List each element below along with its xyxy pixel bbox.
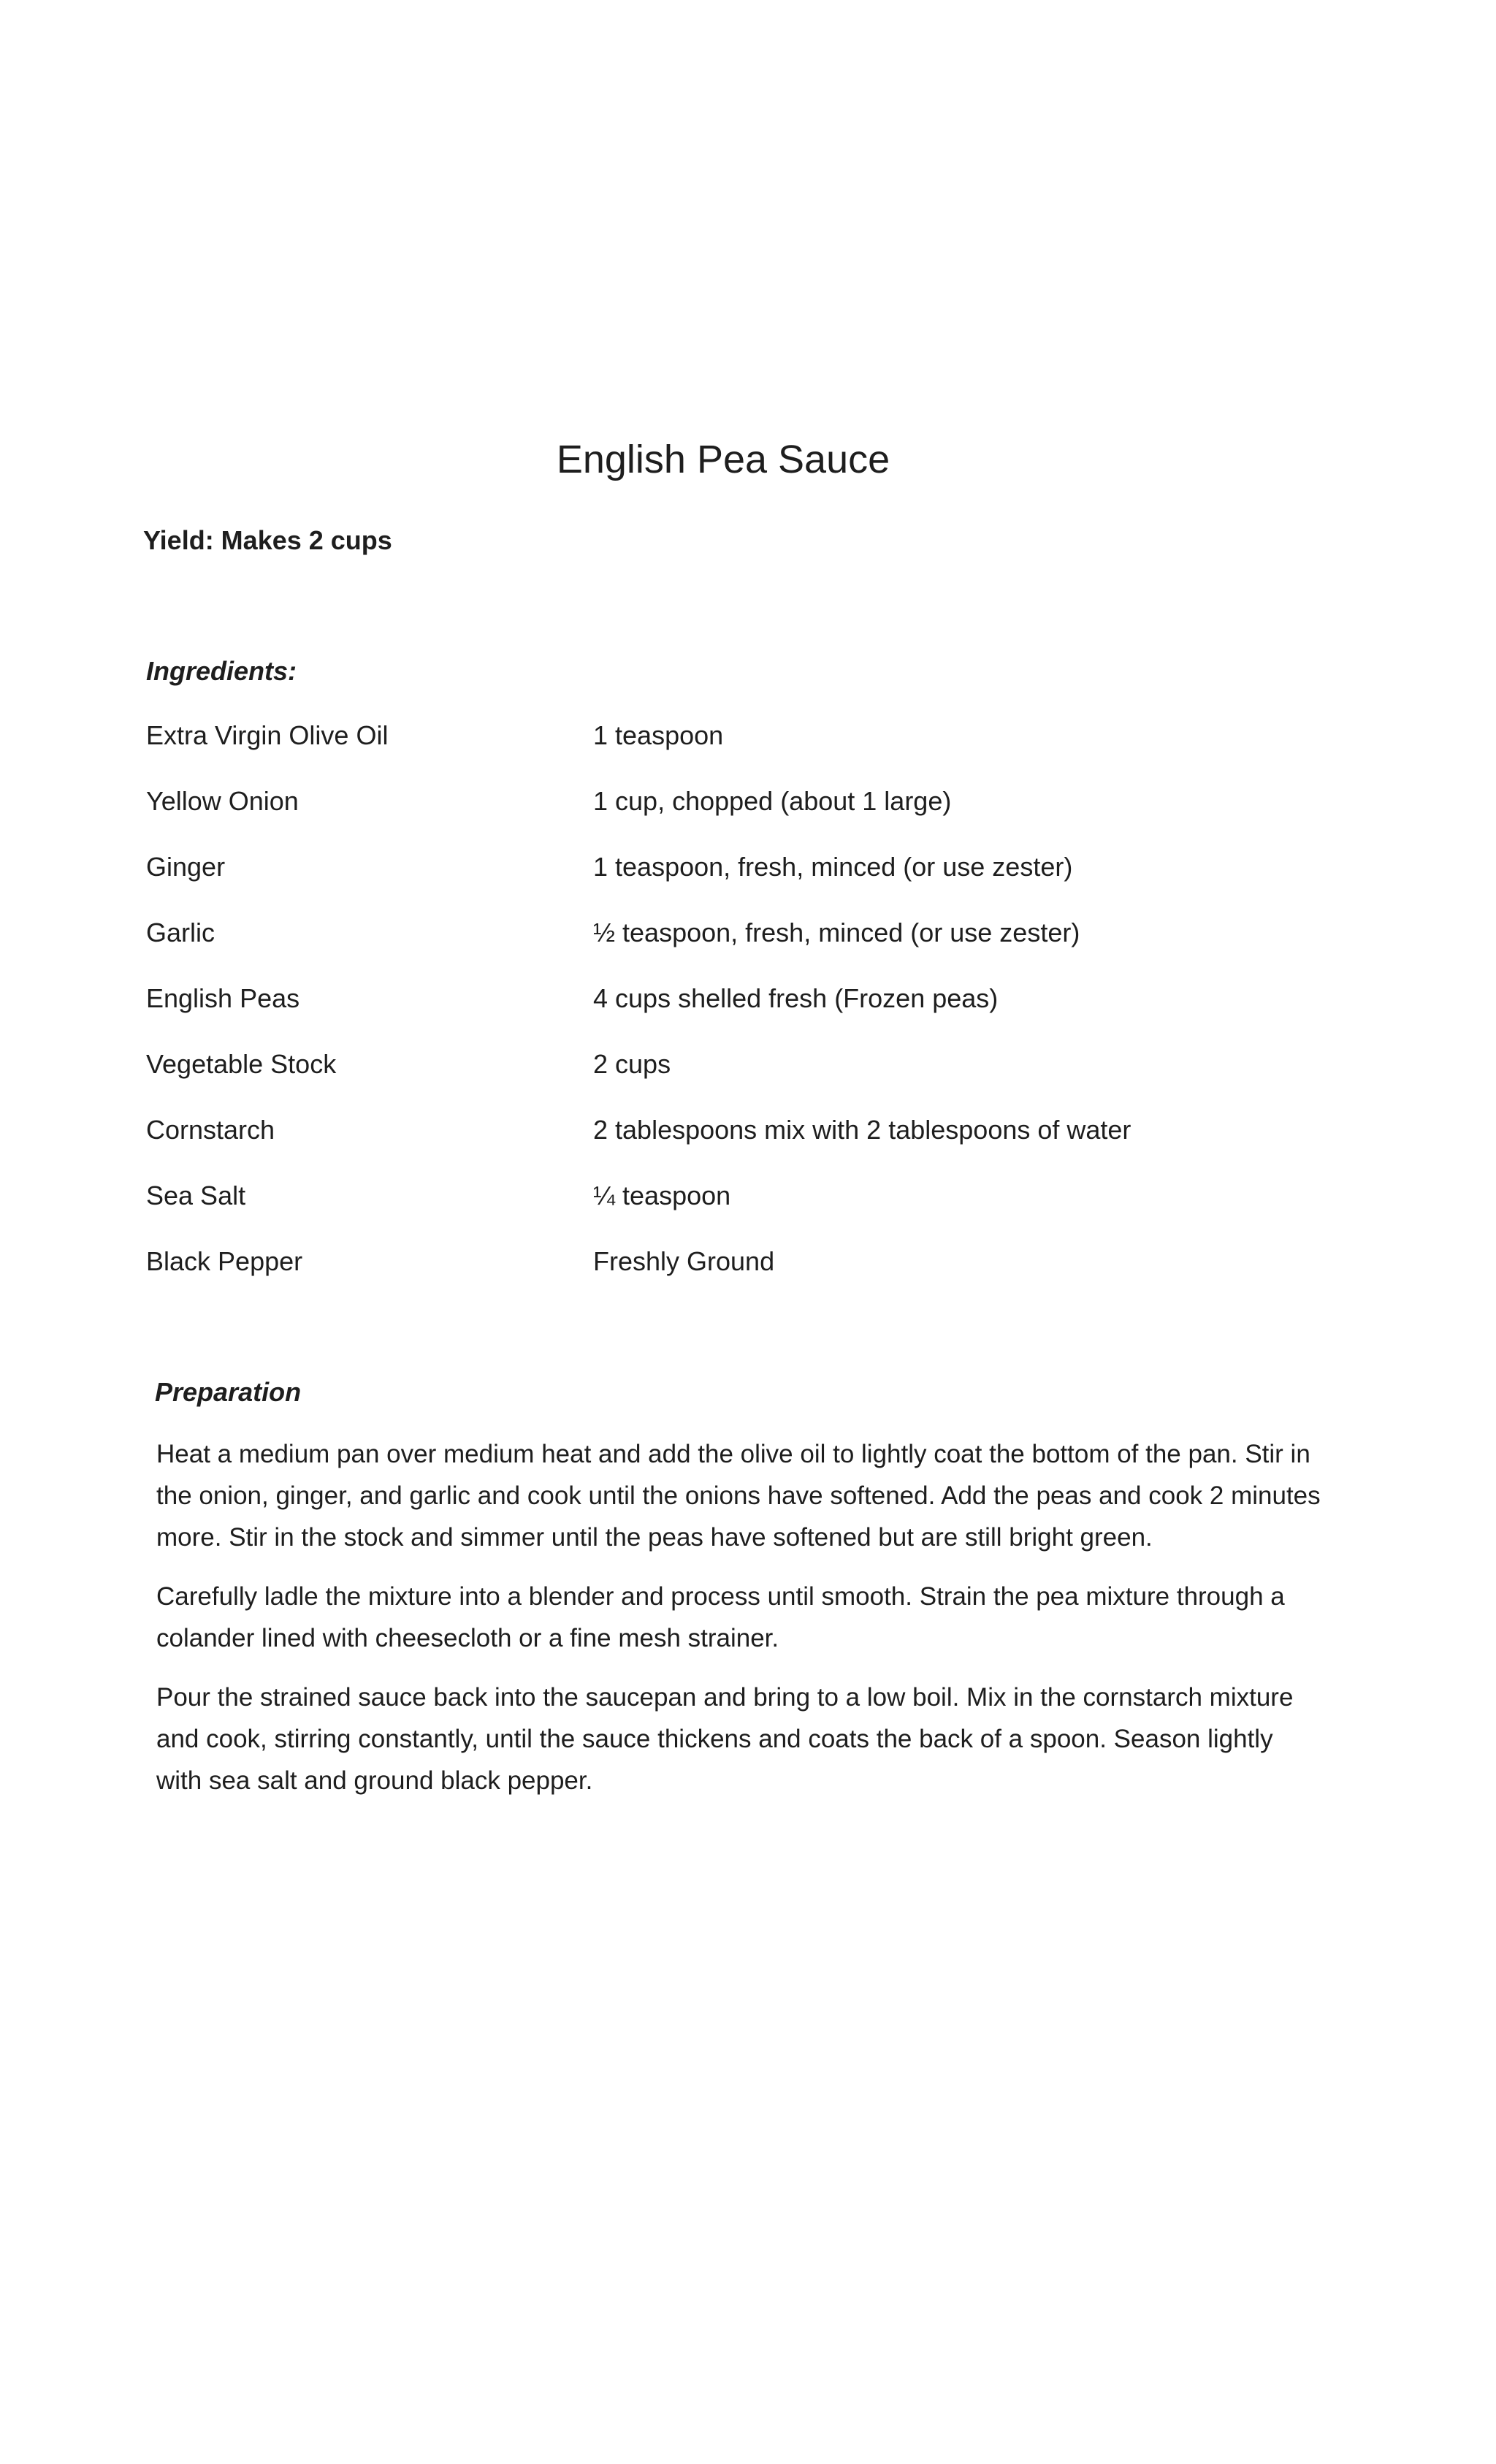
ingredient-name: Vegetable Stock — [146, 1049, 337, 1079]
ingredient-amount: 4 cups shelled fresh (Frozen peas) — [593, 983, 999, 1013]
ingredient-name: Ginger — [146, 852, 226, 882]
preparation-steps — [156, 1433, 1325, 1819]
ingredient-amount: ½ teaspoon, fresh, minced (or use zester) — [593, 918, 1080, 947]
ingredient-row — [146, 785, 1388, 851]
ingredient-name: Extra Virgin Olive Oil — [146, 720, 389, 750]
ingredient-name: Garlic — [146, 918, 215, 947]
ingredients-list — [146, 720, 1388, 1311]
ingredient-row — [146, 917, 1388, 983]
preparation-paragraph: Carefully ladle the mixture into a blender and process until smooth. Strain the pea mixture through a colander lined with cheesecloth or a fine mesh strainer. — [156, 1582, 1285, 1652]
recipe-title: English Pea Sauce — [556, 438, 890, 481]
ingredient-amount: Freshly Ground — [593, 1246, 775, 1276]
ingredient-amount: 1 teaspoon — [593, 720, 724, 750]
ingredient-name: English Peas — [146, 983, 300, 1013]
ingredient-name: Sea Salt — [146, 1180, 246, 1210]
ingredient-amount: 2 tablespoons mix with 2 tablespoons of water — [593, 1115, 1131, 1145]
ingredient-amount: ¼ teaspoon — [593, 1180, 731, 1210]
ingredient-name: Black Pepper — [146, 1246, 303, 1276]
ingredient-name: Cornstarch — [146, 1115, 275, 1145]
ingredient-row — [146, 1048, 1388, 1114]
recipe-yield: Yield: Makes 2 cups — [143, 525, 392, 555]
ingredient-amount: 1 cup, chopped (about 1 large) — [593, 786, 952, 816]
preparation-paragraph: Heat a medium pan over medium heat and add the olive oil to lightly coat the bottom of the pan. Stir in the onion, ginger, and garlic and cook until the onions have softened. Add the peas and cook 2 minutes more. Stir in the stock and simmer until the peas have softened but are still bright green. — [156, 1440, 1321, 1552]
ingredient-amount: 1 teaspoon, fresh, minced (or use zester) — [593, 852, 1073, 882]
ingredient-row — [146, 851, 1388, 917]
ingredient-amount: 2 cups — [593, 1049, 671, 1079]
ingredient-name: Yellow Onion — [146, 786, 299, 816]
preparation-paragraph: Pour the strained sauce back into the saucepan and bring to a low boil. Mix in the cornstarch mixture and cook, stirring constantly, until the sauce thickens and coats the back of a spoon. Season lightly with sea salt and ground black pepper. — [156, 1683, 1294, 1795]
preparation-heading: Preparation — [155, 1377, 302, 1407]
ingredient-row — [146, 1114, 1388, 1180]
ingredient-row — [146, 720, 1388, 785]
ingredient-row — [146, 983, 1388, 1048]
ingredient-row — [146, 1246, 1388, 1311]
ingredient-row — [146, 1180, 1388, 1246]
ingredients-heading: Ingredients: — [146, 656, 297, 686]
